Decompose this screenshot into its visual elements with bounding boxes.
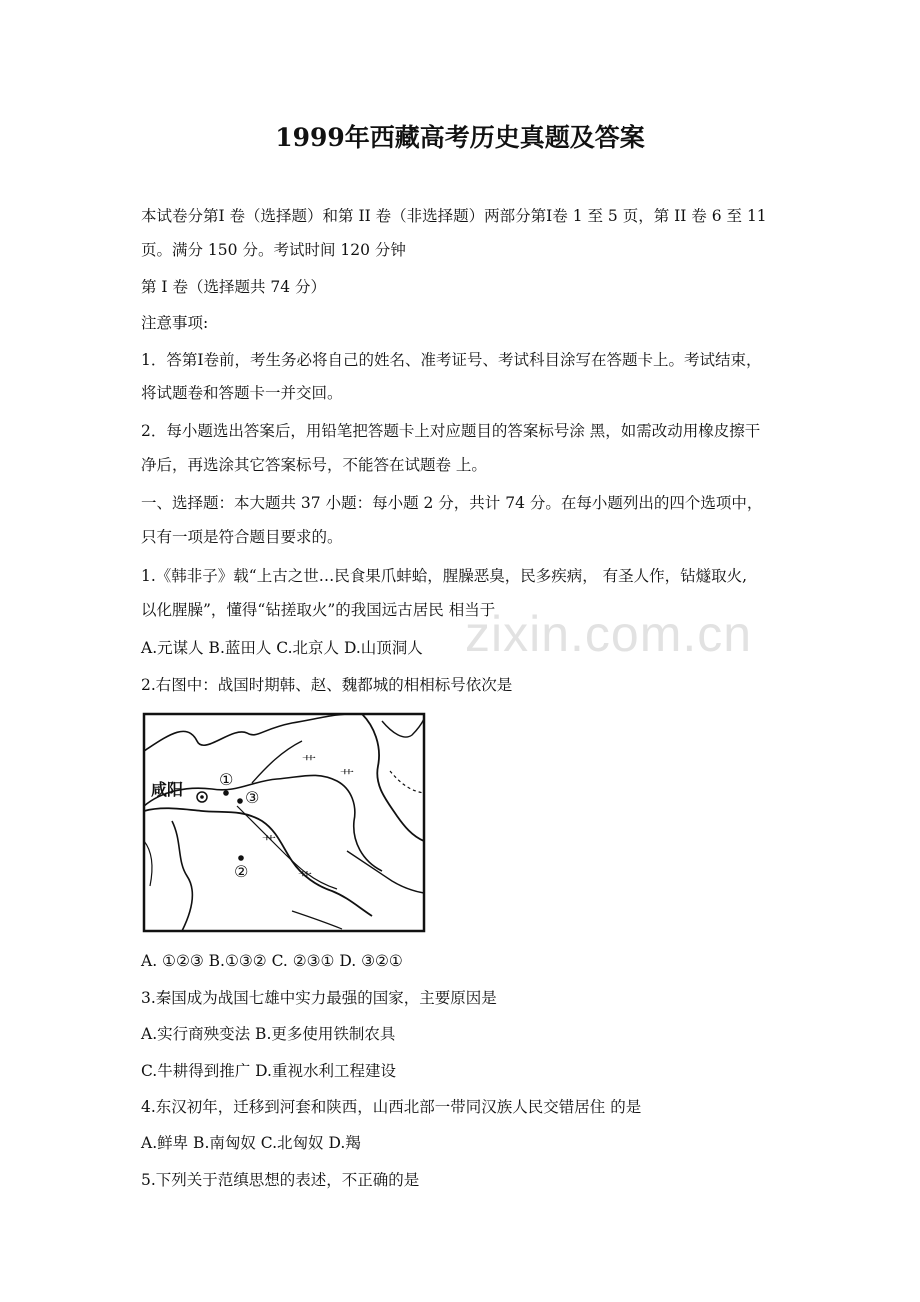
note-2-line-1: 2．每小题选出答案后，用铅笔把答题卡上对应题目的答案标号涂 黑，如需改动用橡皮擦干 bbox=[141, 422, 761, 440]
document-title: 1999年西藏高考历史真题及答案 bbox=[275, 123, 645, 152]
note-2-line-2: 净后，再选涂其它答案标号，不能答在试题卷 上。 bbox=[141, 456, 487, 474]
svg-text:⺾: ⺾ bbox=[302, 755, 316, 771]
question-2-stem: 2.右图中：战国时期韩、赵、魏都城的相相标号依次是 bbox=[141, 676, 513, 694]
question-1-options: A.元谋人 B.蓝田人 C.北京人 D.山顶洞人 bbox=[141, 639, 423, 657]
question-2-options: A. ①②③ B.①③② C. ②③① D. ③②① bbox=[141, 952, 403, 970]
question-4-stem: 4.东汉初年，迁移到河套和陕西，山西北部一带同汉族人民交错居住 的是 bbox=[141, 1098, 642, 1116]
notes-heading: 注意事项: bbox=[141, 314, 209, 332]
note-1-line-1: 1．答第Ⅰ卷前，考生务必将自己的姓名、准考证号、考试科目涂写在答题卡上。考试结束， bbox=[141, 351, 762, 369]
map-marker-3: ③ bbox=[245, 788, 260, 807]
site-watermark: zixin.com.cn bbox=[465, 606, 753, 662]
note-1-line-2: 将试题卷和答题卡一并交回。 bbox=[141, 384, 343, 402]
svg-text:⺾: ⺾ bbox=[298, 871, 312, 887]
warring-states-map bbox=[142, 711, 426, 933]
question-1-line-1: 1.《韩非子》载“上古之世…民食果爪蚌蛤，腥臊恶臭，民多疾病， 有圣人作，钻燧取火, bbox=[141, 567, 748, 585]
svg-text:⺾: ⺾ bbox=[262, 835, 276, 851]
question-3-options-b: C.牛耕得到推广 D.重视水利工程建设 bbox=[141, 1062, 396, 1080]
part1-line-2: 只有一项是符合题目要求的。 bbox=[141, 528, 343, 546]
svg-text:⺾: ⺾ bbox=[340, 769, 354, 785]
intro-line-1: 本试卷分第Ⅰ 卷（选择题）和第 II 卷（非选择题）两部分第Ⅰ卷 1 至 5 页，第 II 卷 6 至 11 bbox=[141, 207, 767, 225]
map-marker-2: ② bbox=[234, 862, 249, 881]
question-3-stem: 3.秦国成为战国七雄中实力最强的国家，主要原因是 bbox=[141, 989, 497, 1007]
question-1-line-2: 以化腥臊”，懂得“钻搓取火”的我国远古居民 相当于 bbox=[141, 601, 496, 619]
question-3-options-a: A.实行商殃变法 B.更多使用铁制农具 bbox=[141, 1025, 396, 1043]
question-5-stem: 5.下列关于范缜思想的表述，不正确的是 bbox=[141, 1171, 420, 1189]
section1-header: 第 Ⅰ 卷（选择题共 74 分） bbox=[141, 278, 327, 296]
intro-line-2: 页。满分 150 分。考试时间 120 分钟 bbox=[141, 241, 406, 259]
map-city-label: 咸阳 bbox=[151, 780, 184, 799]
part1-line-1: 一、选择题：本大题共 37 小题：每小题 2 分，共计 74 分。在每小题列出的四个选项中， bbox=[141, 494, 763, 512]
question-4-options: A.鲜卑 B.南匈奴 C.北匈奴 D.羯 bbox=[141, 1134, 361, 1152]
map-marker-1: ① bbox=[219, 770, 234, 789]
